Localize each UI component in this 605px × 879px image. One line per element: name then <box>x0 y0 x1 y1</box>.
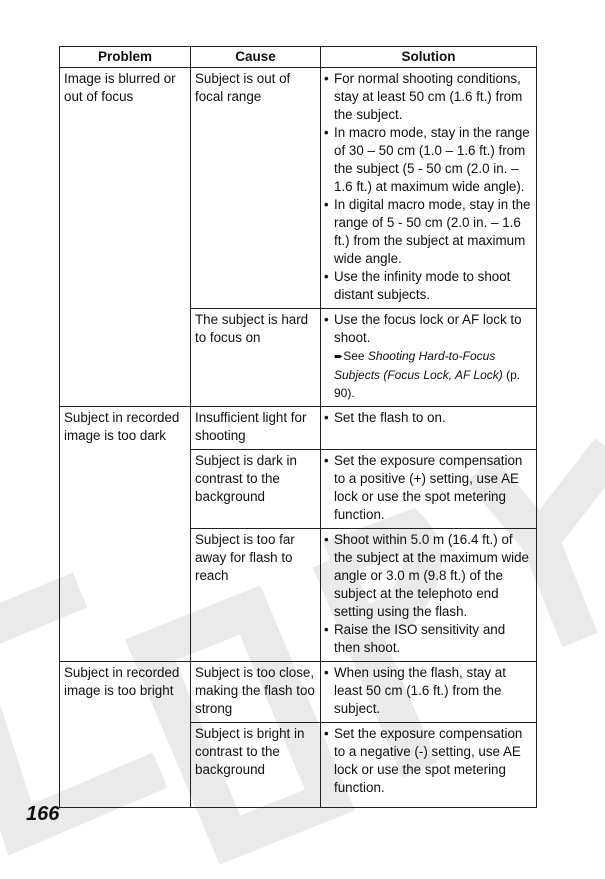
cause-cell: The subject is hard to focus on <box>191 309 321 407</box>
problem-cell: Subject in recorded image is too bright <box>60 662 191 808</box>
solution-item: • Use the infinity mode to shoot distant subjects. <box>324 268 534 304</box>
see-reference-title: Shooting Hard-to-Focus Subjects (Focus Lock, AF Lock) <box>334 349 503 382</box>
cause-cell: Subject is too far away for flash to reach <box>191 529 321 662</box>
arrow-right-icon: ➨ <box>334 351 344 363</box>
problem-cell: Subject in recorded image is too dark <box>60 407 191 662</box>
solution-cell <box>321 407 537 450</box>
solution-cell <box>321 68 537 309</box>
solution-item: • Shoot within 5.0 m (16.4 ft.) of the subject at the maximum wide angle or 3.0 m (9.8 ft.) of the subject at the telephoto end setting using the flash. <box>324 531 534 621</box>
header-solution: Solution <box>321 47 537 68</box>
header-cause: Cause <box>191 47 321 68</box>
solution-cell <box>321 450 537 529</box>
solution-list <box>324 725 534 797</box>
solution-item: • Set the flash to on. <box>324 409 534 427</box>
solution-list <box>324 452 534 524</box>
solution-list <box>324 70 534 304</box>
solution-cell <box>321 662 537 723</box>
solution-cell <box>321 309 537 407</box>
cause-cell: Subject is too close, making the flash too strong <box>191 662 321 723</box>
solution-item: • In digital macro mode, stay in the range of 5 - 50 cm (2.0 in. – 1.6 ft.) from the subject at maximum wide angle. <box>324 196 534 268</box>
page-number: 166 <box>26 803 60 825</box>
solution-item: • When using the flash, stay at least 50 cm (1.6 ft.) from the subject. <box>324 664 534 718</box>
solution-list <box>324 664 534 718</box>
solution-list <box>324 409 534 427</box>
solution-cell <box>321 723 537 808</box>
table-row <box>60 662 537 723</box>
cause-cell: Subject is bright in contrast to the background <box>191 723 321 808</box>
solution-item: • Set the exposure compensation to a negative (-) setting, use AE lock or use the spot metering function. <box>324 725 534 797</box>
see-page: (p. 90). <box>334 368 521 400</box>
solution-list <box>324 531 534 657</box>
see-label: See <box>343 349 365 363</box>
cause-cell: Subject is dark in contrast to the background <box>191 450 321 529</box>
table-header-row <box>60 47 537 68</box>
solution-item: • Use the focus lock or AF lock to shoot. <box>324 311 534 347</box>
cause-cell: Subject is out of focal range <box>191 68 321 309</box>
cause-cell: Insufficient light for shooting <box>191 407 321 450</box>
solution-item: • In macro mode, stay in the range of 30 – 50 cm (1.0 – 1.6 ft.) from the subject (5 - 50 cm (2.0 in. – 1.6 ft.) at maximum wide angle). <box>324 124 534 196</box>
solution-list <box>324 311 534 347</box>
problem-cell: Image is blurred or out of focus <box>60 68 191 407</box>
cross-reference <box>324 347 534 402</box>
solution-item: • Raise the ISO sensitivity and then shoot. <box>324 621 534 657</box>
solution-cell <box>321 529 537 662</box>
table-row <box>60 68 537 309</box>
header-problem: Problem <box>60 47 191 68</box>
solution-item: • For normal shooting conditions, stay at least 50 cm (1.6 ft.) from the subject. <box>324 70 534 124</box>
table-row <box>60 407 537 450</box>
troubleshooting-table <box>59 46 537 808</box>
solution-item: • Set the exposure compensation to a positive (+) setting, use AE lock or use the spot metering function. <box>324 452 534 524</box>
troubleshooting-table-wrapper <box>59 46 536 808</box>
